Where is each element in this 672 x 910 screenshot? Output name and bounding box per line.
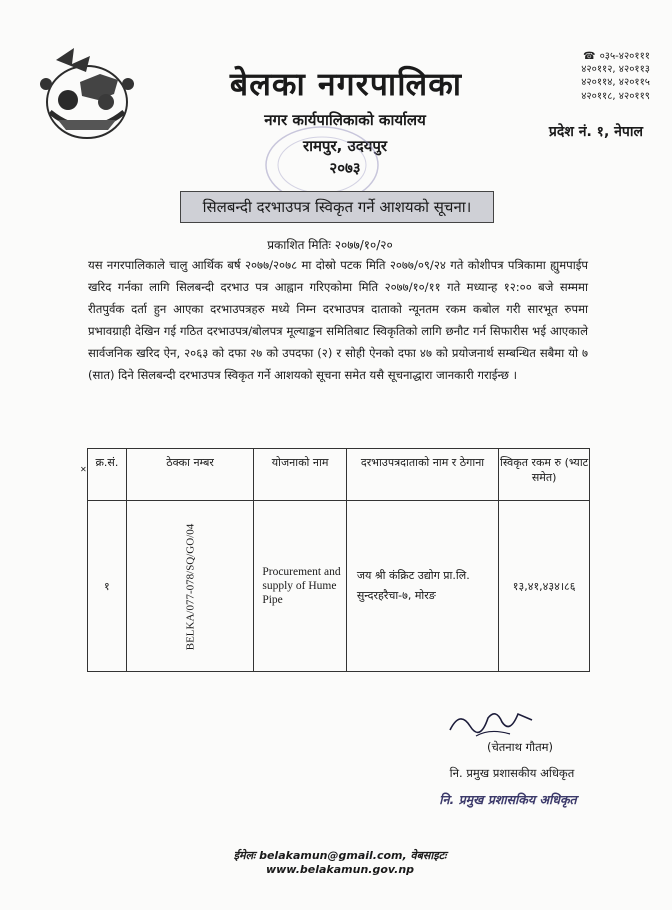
nepal-emblem-logo [28, 42, 146, 146]
col-contract-no: ठेक्का नम्बर [126, 449, 254, 501]
table-row [88, 501, 590, 672]
phone-numbers [530, 50, 650, 103]
margin-mark: ✕ [80, 465, 87, 474]
row-project: Procurement and supply of Hume Pipe [262, 566, 341, 606]
notice-title: सिलबन्दी दरभाउपत्र स्विकृत गर्ने आशयको सूचना। [180, 191, 494, 223]
table-header-row [88, 449, 590, 501]
row-bidder-name: जय श्री कंक्रिट उद्योग प्रा.लि. [356, 569, 470, 582]
position-stamp: नि. प्रमुख प्रशासकिय अधिकृत [439, 792, 577, 807]
municipality-name: बेलका नगरपालिका [229, 65, 463, 103]
award-table [87, 448, 590, 672]
row-bidder-address: सुन्दरहरैचा-७, मोरङ [356, 589, 436, 602]
office-name: नगर कार्यपालिकाको कार्यालय [264, 111, 426, 129]
notice-body: यस नगरपालिकाले चालु आर्थिक बर्ष २०७७/२०७८ मा दोस्रो पटक मिति २०७७/०९/२४ गते कोशीपत्र पत्रिकामा ह्युमपाईप खरिद गर्नका लागि सिलबन्दी दरभाउ पत्र आह्वान गरिएकोमा मिति २०७७/१०/११ गते मध्यान्ह १२:०० बजे सम्ममा रीतपुर्वक दर्ता हुन आएका दरभाउपत्रहरु मध्ये निम्न दरभाउपत्र दाताको न्यूनतम रकम कबोल गरी सारभूत रुपमा प्रभावग्राही देखिन गई गठित दरभाउपत्र/बोलपत्र मूल्याङ्कन समितिबाट स्विकृतिको लागि छनौट गर्न सिफारीस भई आएकाले सार्वजनिक खरिद ऐन, २०६३ को दफा २७ को उपदफा (२) र सोही ऐनको दफा ४७ को प्रयोजनार्थ सम्बन्धित सबैमा यो ७ (सात) दिने सिलबन्दी दरभाउपत्र स्विकृत गर्ने आशयको सूचना समेत यसै सूचनाद्धारा जानकारी गराईन्छ । [88, 258, 588, 383]
established-year: २०७३ [329, 159, 361, 177]
row-contract-no: BELKA/077-078/SQ/GO/04 [184, 523, 197, 650]
province-label: प्रदेश नं. १, नेपाल [548, 124, 643, 140]
row-amount: १३,४१,४३४।८६ [499, 501, 590, 672]
signature [440, 700, 540, 740]
phone-3: ४२०११४, ४२०११५ [581, 77, 650, 89]
col-sn: क्र.सं. [88, 449, 127, 501]
published-date: प्रकाशित मितिः २०७७/१०/२० [267, 238, 393, 252]
row-sn: १ [88, 501, 127, 672]
col-bidder: दरभाउपत्रदाताको नाम र ठेगाना [346, 449, 498, 501]
phone-4: ४२०११८, ४२०११९ [581, 90, 650, 102]
footer-contact: ईमेलः belakamun@gmail.com, वेबसाइटः www.belakamun.gov.np [233, 849, 447, 876]
office-address: रामपुर, उदयपुर [302, 137, 388, 155]
col-project: योजनाको नाम [254, 449, 346, 501]
col-amount: स्विकृत रकम रु (भ्याट समेत) [499, 449, 590, 501]
signatory-name: (चेतनाथ गौतम) [486, 740, 554, 754]
signatory-position: नि. प्रमुख प्रशासकीय अधिकृत [449, 766, 575, 780]
telephone-icon: ☎ [583, 51, 596, 62]
phone-2: ४२०११२, ४२०११३ [581, 64, 650, 76]
phone-1: ०३५-४२०१११ [599, 51, 650, 62]
